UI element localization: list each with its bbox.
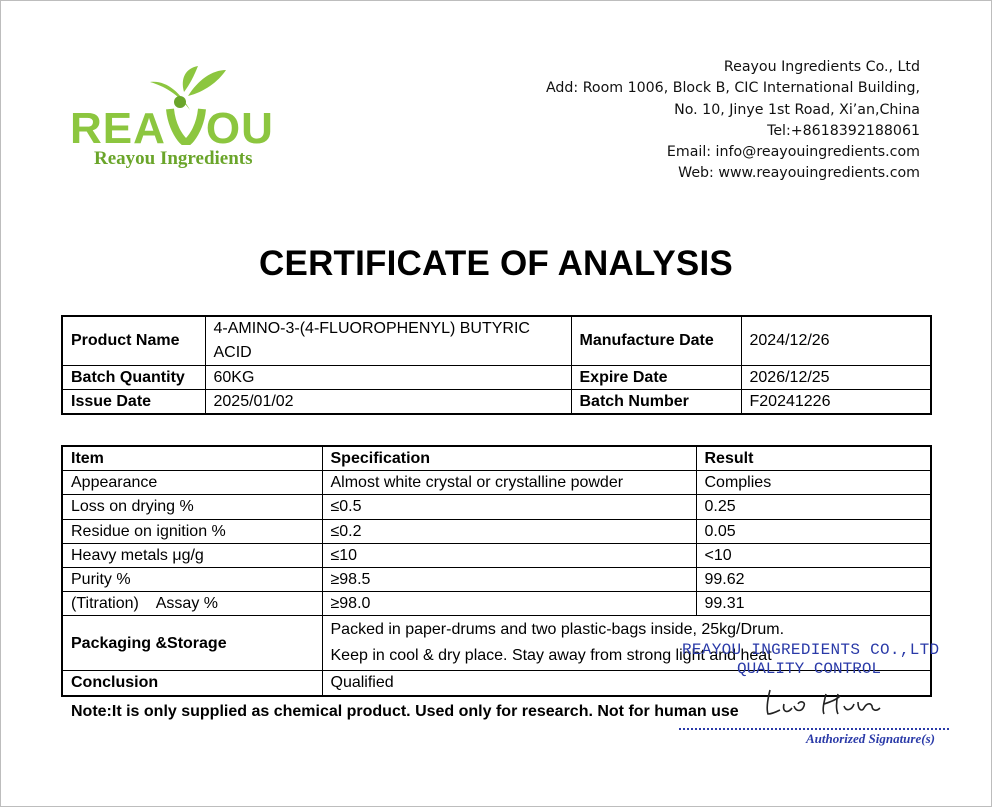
batch-quantity-label: Batch Quantity	[62, 366, 205, 390]
company-email: Email: info@reayouingredients.com	[666, 144, 920, 161]
batch-number-label: Batch Number	[571, 390, 741, 415]
header-specification: Specification	[322, 446, 696, 471]
batch-number-value: F20241226	[741, 390, 931, 415]
product-name-line1: 4-AMINO-3-(4-FLUOROPHENYL) BUTYRIC	[213, 320, 530, 337]
row-result: <10	[696, 543, 931, 567]
row-spec: ≥98.5	[322, 567, 696, 591]
stamp-company: REAYOU INGREDIENTS CO.,LTD	[682, 641, 940, 659]
product-name-label: Product Name	[62, 316, 205, 366]
company-address-2: No. 10, Jinye 1st Road, Xi’an,China	[674, 101, 920, 118]
row-spec: Almost white crystal or crystalline powder	[322, 471, 696, 495]
company-tel: Tel:+8618392188061	[767, 122, 920, 139]
company-address-1: Add: Room 1006, Block B, CIC International Building,	[545, 80, 920, 97]
row-result: 0.05	[696, 519, 931, 543]
stamp-department: QUALITY CONTROL	[737, 660, 882, 678]
header-item: Item	[62, 446, 322, 471]
authorized-signature-label: Authorized Signature(s)	[806, 731, 935, 746]
manufacture-date-value: 2024/12/26	[741, 316, 931, 366]
row-spec: ≤0.5	[322, 495, 696, 519]
conclusion-value: Qualified	[322, 671, 931, 696]
company-name: Reayou Ingredients Co., Ltd	[723, 59, 920, 75]
signature-line	[679, 728, 949, 730]
packaging-line2: Keep in cool & dry place. Stay away from strong light and heat	[330, 647, 772, 665]
row-item: Heavy metals μg/g	[62, 543, 322, 567]
logo-word-right: OU	[205, 104, 274, 153]
manufacture-date-label: Manufacture Date	[571, 316, 741, 366]
expire-date-value: 2026/12/25	[741, 366, 931, 390]
table-row	[62, 471, 931, 495]
packaging-line1: Packed in paper-drums and two plastic-bags inside, 25kg/Drum.	[330, 621, 785, 639]
row-result: Complies	[696, 471, 931, 495]
row-item: Purity %	[62, 567, 322, 591]
product-name-line2: ACID	[213, 344, 252, 361]
row-item: Loss on drying %	[62, 495, 322, 519]
header-result: Result	[696, 446, 931, 471]
logo-y-icon	[166, 107, 206, 145]
issue-date-label: Issue Date	[62, 390, 205, 415]
company-logo	[66, 62, 296, 177]
row-item: Appearance	[62, 471, 322, 495]
logo-wordmark	[70, 104, 274, 154]
row-item: (Titration) Assay %	[62, 592, 322, 616]
row-item: Residue on ignition %	[62, 519, 322, 543]
company-info	[546, 57, 920, 185]
batch-quantity-value: 60KG	[205, 366, 571, 390]
logo-subtitle: Reayou Ingredients	[94, 148, 253, 169]
row-spec: ≥98.0	[322, 592, 696, 616]
signature-icon	[760, 684, 890, 724]
row-result: 99.62	[696, 567, 931, 591]
table-row	[62, 495, 931, 519]
table-row	[62, 519, 931, 543]
row-result: 0.25	[696, 495, 931, 519]
row-spec: ≤10	[322, 543, 696, 567]
conclusion-label: Conclusion	[62, 671, 322, 696]
document-title: CERTIFICATE OF ANALYSIS	[259, 244, 733, 283]
product-info-table	[61, 315, 932, 415]
row-result: 99.31	[696, 592, 931, 616]
company-web: Web: www.reayouingredients.com	[678, 165, 920, 182]
product-name-value	[205, 316, 571, 366]
usage-note: Note:It is only supplied as chemical product. Used only for research. Not for human use	[71, 703, 739, 720]
packaging-label: Packaging &Storage	[62, 616, 322, 671]
table-row	[62, 567, 931, 591]
table-row	[62, 543, 931, 567]
row-spec: ≤0.2	[322, 519, 696, 543]
expire-date-label: Expire Date	[571, 366, 741, 390]
logo-word-left: REA	[70, 104, 166, 153]
table-row	[62, 592, 931, 616]
issue-date-value: 2025/01/02	[205, 390, 571, 415]
